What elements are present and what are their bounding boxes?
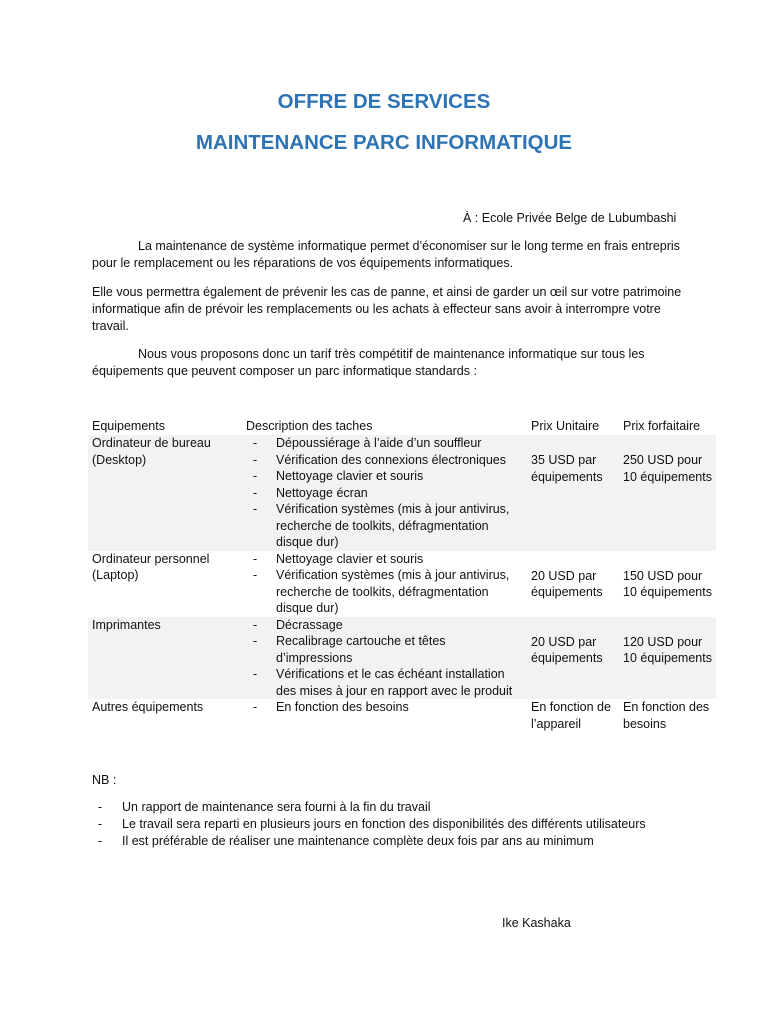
flat-price: En fonction des besoins	[623, 700, 710, 731]
equipment-name: Autres équipements	[92, 700, 204, 714]
table-row	[88, 699, 716, 732]
flat-price: 150 USD pour 10 équipements	[623, 568, 712, 599]
table-row	[88, 435, 716, 551]
task-item: - Dépoussiérage à l’aide d’un souffleur	[246, 435, 523, 452]
note-item: - Un rapport de maintenance sera fourni à la fin du travail	[92, 799, 646, 816]
unit-price: 20 USD par équipements	[527, 617, 619, 700]
task-list-cell	[242, 699, 527, 732]
unit-price: En fonction de l’appareil	[531, 700, 611, 731]
header-flat-price: Prix forfaitaire	[619, 417, 716, 435]
offer-paragraph: Nous vous proposons donc un tarif très compétitif de maintenance informatique sur tous les équipements que peuvent composer un parc informatique standards :	[92, 347, 645, 378]
task-item: - Vérification systèmes (mis à jour antivirus, recherche de toolkits, défragmentation disque dur)	[246, 567, 523, 617]
nb-label: NB :	[92, 773, 117, 787]
signature: Ike Kashaka	[502, 916, 571, 930]
task-item: - Nettoyage écran	[246, 485, 523, 502]
task-item: - Recalibrage cartouche et têtes d’impressions	[246, 633, 523, 666]
task-list-cell	[242, 617, 527, 700]
equipment-name: Ordinateur personnel (Laptop)	[92, 551, 210, 582]
task-item: - Nettoyage clavier et souris	[246, 468, 523, 485]
equipment-name: Ordinateur de bureau (Desktop)	[88, 435, 242, 551]
table-row	[88, 551, 716, 617]
equipment-name: Imprimantes	[88, 617, 242, 700]
task-item: - Vérification des connexions électroniques	[246, 452, 523, 469]
notes-list	[92, 799, 646, 850]
table-header-row	[88, 417, 716, 435]
document-title: OFFRE DE SERVICES	[277, 90, 491, 113]
task-list-cell	[242, 435, 527, 551]
document-subtitle: MAINTENANCE PARC INFORMATIQUE	[195, 131, 573, 154]
benefits-paragraph: Elle vous permettra également de prévenir les cas de panne, et ainsi de garder un œil sur votre patrimoine informatique afin de prévoir les remplacements ou les achats à effecteur sans avoir à interrompre votre travail.	[92, 285, 682, 333]
task-item: - Vérification systèmes (mis à jour antivirus, recherche de toolkits, défragmentation disque dur)	[246, 501, 523, 551]
task-item: - Vérifications et le cas échéant installation des mises à jour en rapport avec le produit	[246, 666, 523, 699]
task-item: - En fonction des besoins	[246, 699, 523, 716]
table-row	[88, 617, 716, 700]
task-item: - Nettoyage clavier et souris	[246, 551, 523, 568]
unit-price: 35 USD par équipements	[527, 435, 619, 551]
flat-price: 120 USD pour 10 équipements	[619, 617, 716, 700]
header-description: Description des taches	[242, 417, 527, 435]
task-list	[246, 435, 523, 551]
unit-price: 20 USD par équipements	[531, 568, 603, 599]
task-item: - Décrassage	[246, 617, 523, 634]
task-list-cell	[242, 551, 527, 617]
recipient-line: À : Ecole Privée Belge de Lubumbashi	[463, 211, 677, 225]
intro-paragraph: La maintenance de système informatique permet d’économiser sur le long terme en frais entrepris pour le remplacement ou les réparations de vos équipements informatiques.	[92, 239, 680, 270]
header-unit-price: Prix Unitaire	[527, 417, 619, 435]
services-table	[88, 417, 716, 732]
flat-price: 250 USD pour 10 équipements	[619, 435, 716, 551]
task-list	[246, 617, 523, 700]
note-item: - Il est préférable de réaliser une maintenance complète deux fois par ans au minimum	[92, 833, 646, 850]
task-list	[246, 551, 523, 617]
header-equipment: Equipements	[88, 417, 242, 435]
note-item: - Le travail sera reparti en plusieurs jours en fonction des disponibilités des différents utilisateurs	[92, 816, 646, 833]
task-list	[246, 699, 523, 716]
